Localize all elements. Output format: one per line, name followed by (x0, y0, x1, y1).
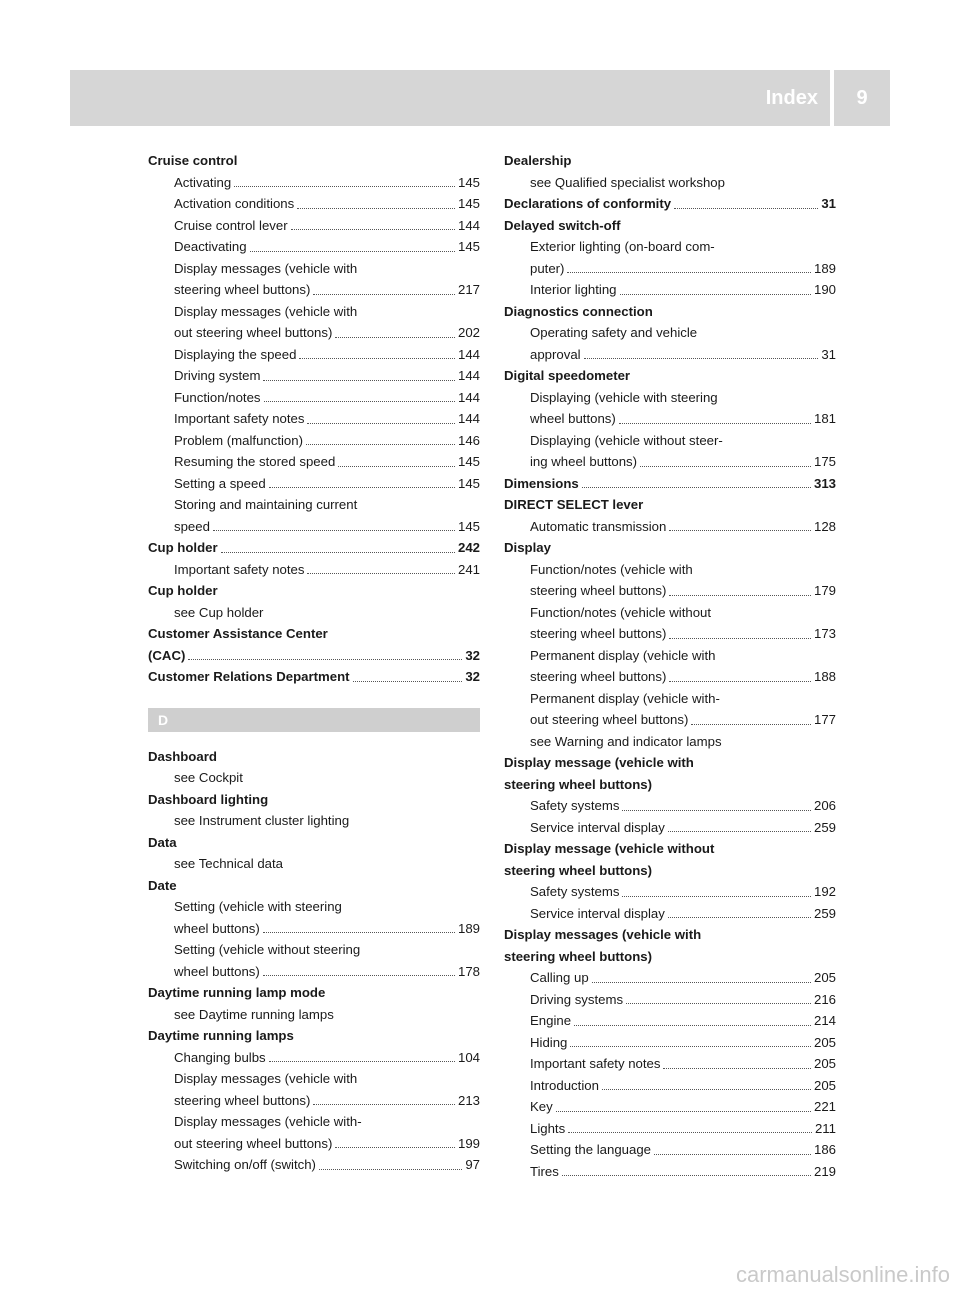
index-entry-text: see Cockpit (174, 770, 243, 785)
index-entry (148, 896, 480, 918)
index-entry (504, 258, 836, 280)
index-entry-text: Function/notes (vehicle without (530, 604, 712, 620)
dot-leader (335, 1147, 455, 1148)
index-entry-page: 175 (813, 454, 836, 469)
index-entry-text: Setting the language (530, 1142, 651, 1157)
index-entry (504, 322, 836, 344)
index-entry-page: 211 (814, 1120, 836, 1136)
dot-leader (668, 831, 811, 832)
index-entry-text: Interior lighting (530, 282, 617, 297)
index-entry (148, 150, 480, 172)
index-entry-text: Daytime running lamp mode (148, 985, 326, 1000)
index-entry (148, 602, 480, 624)
index-entry (504, 795, 836, 817)
index-entry-text: speed (174, 518, 210, 534)
index-entry-text: Permanent display (vehicle with (530, 647, 716, 663)
index-entry-page: 219 (813, 1163, 836, 1179)
index-entry-text: Setting (vehicle with steering (174, 899, 342, 914)
index-entry-text: Permanent display (vehicle with- (530, 690, 720, 706)
dot-leader (269, 487, 455, 488)
dot-leader (291, 229, 455, 230)
index-entry-text: out steering wheel buttons) (174, 325, 333, 340)
index-entry (148, 279, 480, 301)
dot-leader (263, 975, 455, 976)
index-entry-page: 145 (457, 518, 480, 534)
index-entry (148, 258, 480, 280)
index-entry (504, 193, 836, 215)
dot-leader (568, 1132, 812, 1133)
index-entry-text: Activating (174, 174, 232, 190)
dot-leader (353, 681, 463, 682)
index-entry (148, 1025, 480, 1047)
index-entry-page: 214 (813, 1013, 836, 1028)
index-entry-text: Displaying (vehicle without steer- (530, 432, 723, 448)
index-entry (504, 1053, 836, 1075)
index-entry-page: 205 (813, 1077, 836, 1093)
index-entry-page: 145 (457, 239, 480, 254)
dot-leader (263, 380, 455, 381)
index-entry (148, 746, 480, 768)
header-bar (70, 70, 830, 126)
index-entry-text: Problem (malfunction) (174, 432, 303, 448)
index-entry-page: 97 (465, 1157, 480, 1172)
index-entry-text: Exterior lighting (on-board com- (530, 239, 715, 254)
index-entry-page: 216 (813, 991, 836, 1007)
index-entry (148, 1047, 480, 1069)
index-entry (148, 1133, 480, 1155)
index-entry-text: steering wheel buttons) (530, 583, 667, 598)
dot-leader (562, 1175, 811, 1176)
index-entry (504, 731, 836, 753)
dot-leader (663, 1068, 811, 1069)
index-entry-text: Setting a speed (174, 475, 266, 491)
dot-leader (313, 294, 455, 295)
index-entry (148, 789, 480, 811)
dot-leader (622, 896, 811, 897)
index-entry (504, 1032, 836, 1054)
index-entry-page: 186 (813, 1142, 836, 1157)
index-entry (504, 580, 836, 602)
dot-leader (669, 595, 811, 596)
index-entry-page: 32 (465, 647, 480, 663)
dot-leader (263, 932, 455, 933)
index-entry-text: Display messages (vehicle with (504, 927, 702, 942)
index-entry-page: 202 (457, 325, 480, 340)
dot-leader (335, 337, 455, 338)
index-entry-text: Important safety notes (174, 561, 305, 577)
index-entry-page: 242 (457, 540, 480, 555)
index-entry-text: Engine (530, 1013, 572, 1028)
index-entry-page: 181 (813, 411, 836, 426)
index-entry-text: Tires (530, 1163, 559, 1179)
index-entry (504, 860, 836, 882)
index-entry (148, 961, 480, 983)
index-entry-text: Data (148, 834, 177, 850)
index-entry (148, 344, 480, 366)
dot-leader (582, 487, 811, 488)
index-entry-page: 144 (457, 217, 480, 233)
index-entry (504, 430, 836, 452)
index-entry-page: 145 (457, 174, 480, 190)
dot-leader (626, 1003, 811, 1004)
index-entry (148, 408, 480, 430)
index-entry-text: Changing bulbs (174, 1049, 266, 1065)
index-entry-page: 241 (457, 561, 480, 577)
index-entry (148, 623, 480, 645)
index-entry-text: steering wheel buttons) (530, 626, 667, 641)
index-entry (148, 387, 480, 409)
index-entry-text: Cup holder (148, 540, 218, 555)
index-entry-page: 128 (813, 518, 836, 534)
index-entry (504, 903, 836, 925)
index-entry (504, 709, 836, 731)
index-entry-page: 217 (457, 282, 480, 297)
index-entry-text: Delayed switch-off (504, 217, 621, 233)
dot-leader (307, 423, 455, 424)
index-entry-text: Lights (530, 1120, 566, 1136)
index-entry-text: Resuming the stored speed (174, 454, 336, 469)
index-entry (504, 989, 836, 1011)
index-entry (504, 494, 836, 516)
index-entry-text: Dashboard lighting (148, 791, 269, 807)
index-entry-page: 144 (457, 389, 480, 405)
index-entry-text: Important safety notes (174, 411, 305, 426)
index-entry-text: puter) (530, 260, 565, 276)
index-entry-page: 145 (457, 454, 480, 469)
index-entry-text: steering wheel buttons) (504, 776, 653, 792)
index-entry (504, 967, 836, 989)
index-entry (148, 172, 480, 194)
dot-leader (654, 1154, 811, 1155)
index-entry (148, 494, 480, 516)
index-entry (148, 645, 480, 667)
index-entry (504, 451, 836, 473)
dot-leader (574, 1025, 811, 1026)
index-entry (504, 279, 836, 301)
index-entry (148, 451, 480, 473)
dot-leader (213, 530, 455, 531)
index-entry-page: 178 (457, 963, 480, 979)
index-entry-page: 31 (821, 196, 836, 211)
index-entry-text: Display messages (vehicle with (174, 260, 358, 276)
index-entry (148, 236, 480, 258)
index-entry-page: 146 (457, 432, 480, 448)
dot-leader (584, 358, 819, 359)
index-entry-text: Cruise control (148, 153, 238, 168)
index-entry (504, 537, 836, 559)
index-entry (504, 688, 836, 710)
index-entry-text: Switching on/off (switch) (174, 1157, 316, 1172)
index-entry-text: Deactivating (174, 239, 247, 254)
dot-leader (264, 401, 455, 402)
index-entry-page: 199 (457, 1135, 480, 1151)
dot-leader (619, 423, 811, 424)
dot-leader (234, 186, 455, 187)
dot-leader (691, 724, 811, 725)
dot-leader (338, 466, 455, 467)
index-entry (148, 580, 480, 602)
index-entry (504, 365, 836, 387)
index-entry-page: 313 (813, 475, 836, 491)
index-entry (148, 559, 480, 581)
index-entry (504, 215, 836, 237)
index-entry-text: out steering wheel buttons) (174, 1135, 333, 1151)
dot-leader (306, 444, 455, 445)
dot-leader (269, 1061, 455, 1062)
index-entry (504, 774, 836, 796)
index-entry (504, 666, 836, 688)
index-entry (504, 172, 836, 194)
index-entry-page: 205 (813, 1056, 836, 1071)
index-entry-text: ing wheel buttons) (530, 454, 638, 469)
index-entry-page: 259 (813, 819, 836, 835)
index-entry-text: Customer Assistance Center (148, 626, 328, 641)
index-entry-text: Service interval display (530, 905, 665, 921)
index-entry (148, 516, 480, 538)
dot-leader (622, 810, 811, 811)
index-entry-text: Customer Relations Department (148, 669, 350, 684)
index-entry-text: Display messages (vehicle with- (174, 1114, 362, 1129)
index-entry-text: Hiding (530, 1034, 568, 1050)
index-entry-text: (CAC) (148, 647, 186, 663)
index-entry (504, 473, 836, 495)
index-entry (504, 387, 836, 409)
index-entry-text: Dashboard (148, 748, 217, 764)
index-entry-text: Dimensions (504, 475, 579, 491)
index-entry-text: steering wheel buttons) (504, 862, 653, 878)
index-entry (504, 301, 836, 323)
index-entry-page: 173 (813, 626, 836, 641)
index-entry-page: 213 (457, 1092, 480, 1108)
index-entry (504, 1010, 836, 1032)
index-entry-page: 145 (457, 475, 480, 491)
index-entry-page: 179 (813, 583, 836, 598)
index-entry-page: 104 (457, 1049, 480, 1065)
index-entry-text: Safety systems (530, 798, 620, 813)
dot-leader (307, 573, 455, 574)
index-entry (504, 645, 836, 667)
index-entry-page: 189 (457, 920, 480, 936)
dot-leader (602, 1089, 811, 1090)
index-entry-text: steering wheel buttons) (504, 948, 653, 964)
index-entry-text: Dealership (504, 153, 572, 168)
index-column-right (504, 150, 836, 1182)
index-entry (148, 322, 480, 344)
index-entry-text: Display message (vehicle with (504, 755, 694, 770)
index-entry (504, 1161, 836, 1183)
index-entry-page: 259 (813, 905, 836, 921)
index-entry-page: 188 (813, 669, 836, 684)
index-entry (504, 150, 836, 172)
dot-leader (313, 1104, 455, 1105)
index-entry (148, 365, 480, 387)
index-entry-page: 32 (465, 669, 480, 684)
index-entry-text: Driving system (174, 368, 261, 383)
index-entry-page: 177 (813, 712, 836, 727)
dot-leader (567, 272, 811, 273)
page-section-title: Index (765, 87, 818, 109)
index-entry (504, 236, 836, 258)
index-group-c (148, 150, 480, 688)
index-entry-text: Cup holder (148, 583, 218, 598)
index-entry (148, 832, 480, 854)
index-entry (504, 623, 836, 645)
watermark-text: carmanualsonline.info (735, 1262, 950, 1287)
index-entry-page: 205 (813, 1034, 836, 1050)
index-entry (504, 838, 836, 860)
index-entry (504, 1075, 836, 1097)
index-entry-text: see Instrument cluster lighting (174, 813, 350, 828)
index-entry-text: see Daytime running lamps (174, 1006, 334, 1022)
index-entry (504, 1096, 836, 1118)
index-entry-text: steering wheel buttons) (530, 669, 667, 684)
index-entry (504, 344, 836, 366)
index-entry-text: Setting (vehicle without steering (174, 942, 361, 957)
dot-leader (669, 638, 811, 639)
index-entry (148, 853, 480, 875)
index-entry (148, 939, 480, 961)
index-entry-text: Display messages (vehicle with (174, 1071, 358, 1086)
index-entry (504, 946, 836, 968)
dot-leader (299, 358, 455, 359)
index-entry-text: Safety systems (530, 884, 620, 899)
index-entry-text: Date (148, 877, 177, 893)
index-entry-text: Storing and maintaining current (174, 497, 358, 512)
index-entry-page: 206 (813, 798, 836, 813)
index-entry (148, 430, 480, 452)
section-letter-d: D (148, 708, 480, 732)
index-entry (504, 1139, 836, 1161)
index-entry-text: Display message (vehicle without (504, 841, 715, 856)
dot-leader (319, 1169, 462, 1170)
index-entry-page: 190 (813, 282, 836, 297)
index-entry (148, 1154, 480, 1176)
index-entry-text: out steering wheel buttons) (530, 712, 689, 727)
index-entry (148, 1004, 480, 1026)
index-entry-text: Daytime running lamps (148, 1028, 294, 1043)
index-entry (504, 602, 836, 624)
index-entry-text: Function/notes (vehicle with (530, 561, 693, 577)
index-entry (148, 1068, 480, 1090)
index-entry (504, 516, 836, 538)
index-entry (148, 1090, 480, 1112)
index-entry-text: Displaying (vehicle with steering (530, 389, 718, 405)
index-entry (148, 875, 480, 897)
dot-leader (674, 208, 818, 209)
index-entry (504, 817, 836, 839)
index-entry-text: Service interval display (530, 819, 665, 835)
index-entry (504, 408, 836, 430)
dot-leader (620, 294, 811, 295)
index-entry-text: Declarations of conformity (504, 196, 672, 211)
index-entry-text: Operating safety and vehicle (530, 325, 698, 340)
index-entry-text: steering wheel buttons) (174, 1092, 311, 1108)
index-entry-text: wheel buttons) (530, 411, 616, 426)
dot-leader (640, 466, 811, 467)
index-entry-text: see Technical data (174, 856, 283, 871)
index-entry-text: wheel buttons) (174, 920, 260, 936)
index-entry (504, 559, 836, 581)
index-entry-text: DIRECT SELECT lever (504, 497, 644, 512)
index-entry-text: Introduction (530, 1077, 599, 1093)
index-entry-page: 144 (457, 368, 480, 383)
index-entry (148, 537, 480, 559)
page-number: 9 (834, 70, 890, 126)
dot-leader (221, 552, 455, 553)
dot-leader (188, 659, 462, 660)
index-entry (504, 1118, 836, 1140)
index-entry-text: Function/notes (174, 389, 261, 405)
index-entry (504, 924, 836, 946)
dot-leader (669, 530, 811, 531)
index-entry (148, 666, 480, 688)
index-entry (148, 810, 480, 832)
index-entry-text: see Cup holder (174, 604, 264, 620)
index-entry (148, 215, 480, 237)
index-entry-text: Display (504, 540, 551, 555)
index-column-left (148, 150, 480, 1176)
dot-leader (556, 1111, 811, 1112)
index-group-d-continued (504, 150, 836, 1182)
index-entry (148, 767, 480, 789)
index-entry-text: steering wheel buttons) (174, 282, 311, 297)
index-entry-text: Displaying the speed (174, 346, 297, 362)
index-entry-page: 144 (457, 346, 480, 362)
index-entry-page: 144 (457, 411, 480, 426)
index-entry (504, 752, 836, 774)
index-entry (148, 982, 480, 1004)
index-entry (148, 301, 480, 323)
index-entry-text: see Qualified specialist workshop (530, 174, 725, 190)
index-entry-page: 192 (813, 884, 836, 899)
index-entry (148, 193, 480, 215)
dot-leader (570, 1046, 811, 1047)
index-entry-page: 205 (813, 970, 836, 985)
dot-leader (250, 251, 455, 252)
index-entry-page: 189 (813, 260, 836, 276)
index-group-d (148, 746, 480, 1176)
index-entry-text: Important safety notes (530, 1056, 661, 1071)
index-entry-text: Activation conditions (174, 196, 295, 211)
index-entry (148, 918, 480, 940)
index-entry-text: Key (530, 1099, 553, 1114)
index-entry-text: Display messages (vehicle with (174, 303, 358, 319)
index-entry-text: Automatic transmission (530, 518, 667, 534)
index-entry-text: Calling up (530, 970, 589, 985)
index-entry-text: approval (530, 346, 581, 362)
index-entry-text: Digital speedometer (504, 368, 631, 383)
index-entry-page: 31 (821, 346, 836, 362)
dot-leader (297, 208, 455, 209)
index-entry (504, 881, 836, 903)
index-entry (148, 473, 480, 495)
dot-leader (669, 681, 811, 682)
index-entry-text: Cruise control lever (174, 217, 288, 233)
index-entry-text: Driving systems (530, 991, 624, 1007)
dot-leader (668, 917, 811, 918)
index-entry-page: 221 (813, 1099, 836, 1114)
index-entry-text: see Warning and indicator lamps (530, 733, 722, 749)
index-entry-text: Diagnostics connection (504, 303, 653, 319)
index-entry-page: 145 (457, 196, 480, 211)
dot-leader (592, 982, 811, 983)
index-entry-text: wheel buttons) (174, 963, 260, 979)
index-entry (148, 1111, 480, 1133)
